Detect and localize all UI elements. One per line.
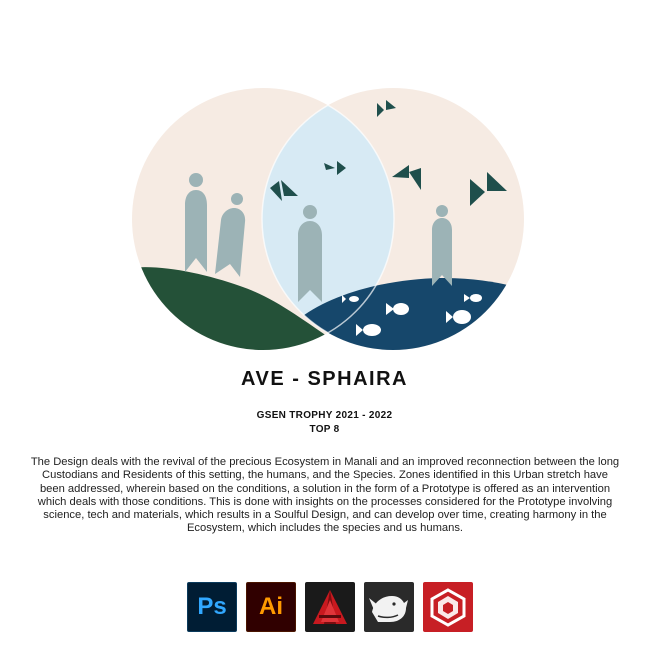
software-icons <box>187 582 473 632</box>
project-description: The Design deals with the revival of the precious Ecosystem in Manali and an improved reconnection between the long Custodians and Residents of this setting, the humans, and the Species. Zones identified in this Urban stretch have been addressed, wherein based on the conditions, a solution in the form of a Prototype is offered as an intervention which deals with those conditions. This is done with insights on the processes considered for the Prototype involving science, tech and materials, which results in a Soulful Design, and can develop over time, creating harmony in the Ecosystem, which includes the species and us humans. <box>30 456 620 535</box>
award-name: GSEN TROPHY 2021 - 2022 <box>256 410 393 421</box>
autocad-icon <box>305 582 355 632</box>
rhino-icon <box>364 582 414 632</box>
page-title: AVE - SPHAIRA <box>241 368 408 390</box>
sketchup-icon <box>423 582 473 632</box>
photoshop-icon <box>187 582 237 632</box>
illustrator-icon <box>246 582 296 632</box>
award-rank: TOP 8 <box>309 424 340 435</box>
photoshop-label: Ps <box>197 593 227 620</box>
illustrator-label: Ai <box>259 593 283 620</box>
